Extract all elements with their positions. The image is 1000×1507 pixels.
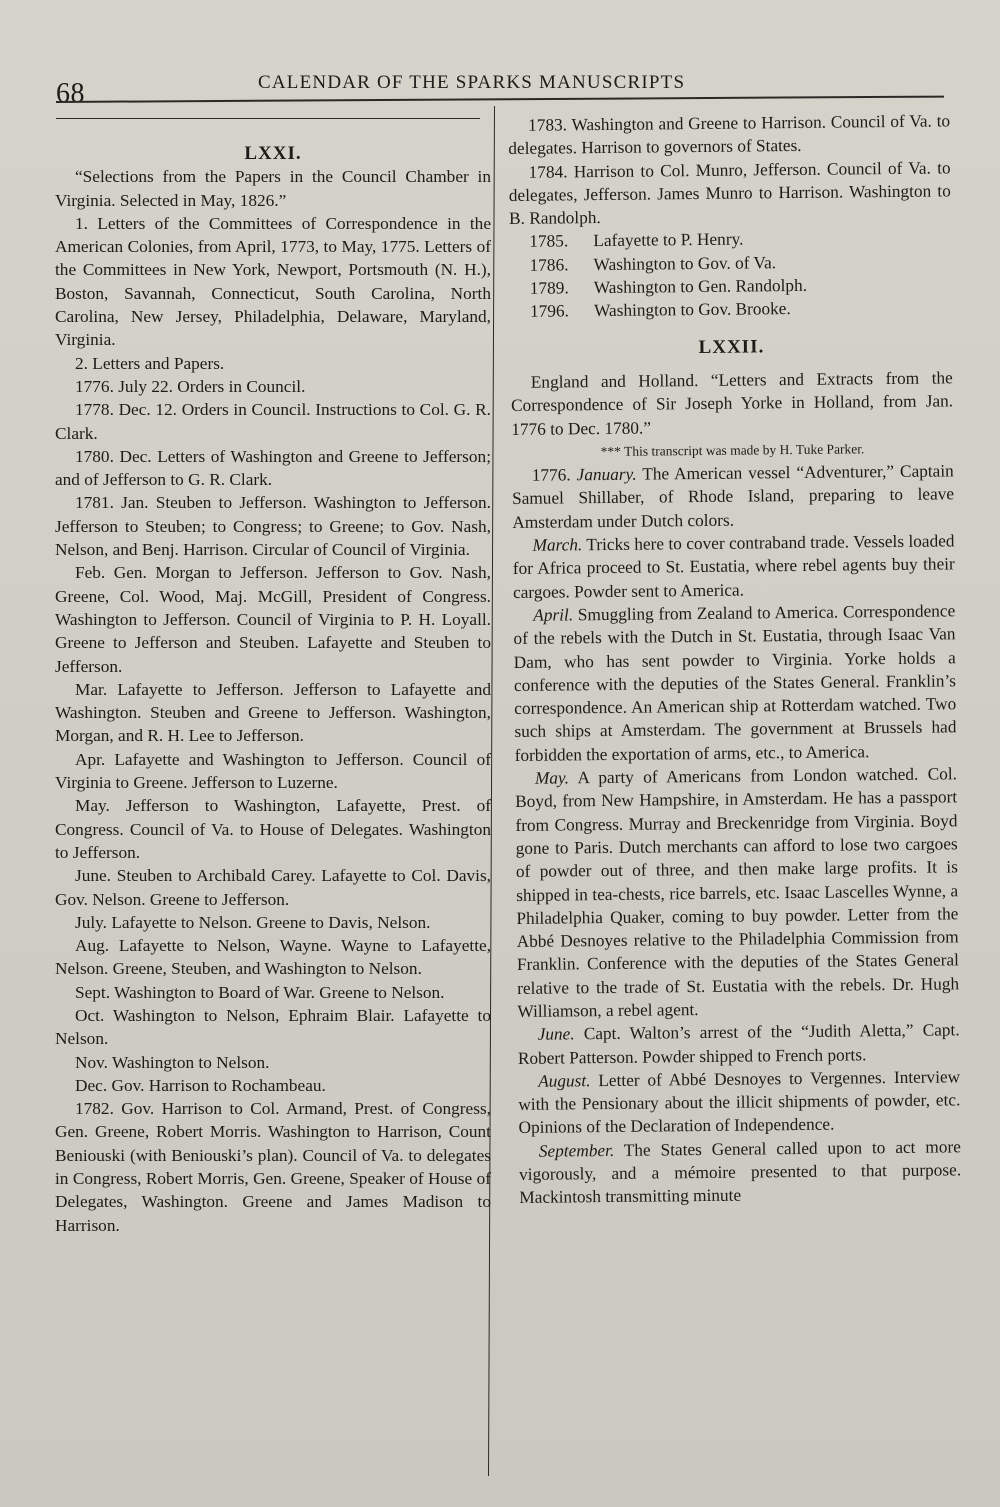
entry-text: Smuggling from Zealand to America. Correspondence of the rebels with the Dutch in St. Eustatia, through Isaac Van Dam, who has sent powder to Virginia. Yorke holds a conference with the deputies of the States General. Franklin’s correspondence. An American ship at Rotterdam watched. Two such ships at Amsterdam. The government at Brussels had forbidden the exportation of arms, etc., to America. bbox=[513, 601, 957, 765]
month-label: April. bbox=[533, 605, 574, 625]
entry-year: 1785. bbox=[529, 231, 569, 252]
entry-text: Capt. Walton’s arrest of the “Judith Aletta,” Capt. Robert Patterson. Powder shipped to French ports. bbox=[517, 1020, 960, 1068]
entry-text: The American vessel “Adventurer,” Captain Samuel Shillaber, of Rhode Island, preparing to leave Amsterdam under Dutch colors. bbox=[511, 461, 955, 532]
month-label: June. bbox=[537, 1024, 575, 1045]
month-label: August. bbox=[538, 1071, 591, 1091]
entry-1776: 1776. July 22. Orders in Council. bbox=[75, 376, 306, 396]
entry-text: Tricks here to cover contraband trade. Vessels loaded for Africa proceed to St. Eustatia, where rebel agents buy their cargoes. Powder sent to America. bbox=[512, 531, 955, 602]
entry-september bbox=[519, 1135, 962, 1210]
section-title-lxxii: LXXII. bbox=[698, 336, 765, 358]
entry-text: The States General called upon to act more vigorously, and a mémoire presented to that purpose. Mackintosh transmitting minute bbox=[519, 1137, 962, 1208]
entry-1782: 1782. Gov. Harrison to Col. Armand, Prest. of Congress, Gen. Greene, Robert Morris. Washington to Harrison, Count Beniouski (with Beniouski’s plan). Council of Va. to delegates in Congress, Robert Morris, Gen. Greene, Speaker of House of Delegates, Washington. Greene and James Madison to Harrison. bbox=[55, 1099, 491, 1235]
entry-august bbox=[518, 1065, 961, 1140]
entry-1781-nov: Nov. Washington to Nelson. bbox=[75, 1052, 270, 1072]
entry-1781-feb: Feb. Gen. Morgan to Jefferson. Jefferson to Gov. Nash, Greene, Col. Wood, Maj. McGill, President of Congress. Washington to Jefferson. Council of Virginia to P. H. Loyall. Greene to Jefferson and Steuben. Lafayette and Steuben to Jefferson. bbox=[55, 563, 491, 676]
entry-1781-aug: Aug. Lafayette to Nelson, Wayne. Wayne to Lafayette, Nelson. Greene, Steuben, and Washington to Nelson. bbox=[55, 936, 491, 979]
entry-1783: 1783. Washington and Greene to Harrison. Council of Va. to delegates. Harrison to governors of States. bbox=[508, 111, 951, 159]
entry-text: Lafayette to P. Henry. bbox=[593, 230, 744, 251]
entry-1778: 1778. Dec. 12. Orders in Council. Instructions to Col. G. R. Clark. bbox=[55, 400, 491, 443]
entry-year: 1786. bbox=[529, 255, 569, 275]
entry-year: 1776. bbox=[531, 465, 571, 485]
page-number: 68 bbox=[56, 78, 85, 109]
entry-1781-oct: Oct. Washington to Nelson, Ephraim Blair. Lafayette to Nelson. bbox=[55, 1005, 491, 1049]
entry-june bbox=[518, 1019, 960, 1070]
entry-text: Letter of Abbé Desnoyes to Vergennes. Interview with the Pensionary about the illicit shipments of powder, etc. Opinions of the Declaration of Independence. bbox=[518, 1067, 961, 1138]
running-head: CALENDAR OF THE SPARKS MANUSCRIPTS bbox=[258, 72, 686, 93]
section-intro: “Selections from the Papers in the Council Chamber in Virginia. Selected in May, 1826.” bbox=[55, 167, 491, 210]
entry-text: A party of Americans from London watched. Col. Boyd, from New Hampshire, in Amsterdam. He has a passport from Congress. Murray and Breckenridge from Virginia. Boyd gone to Paris. Dutch merchants can afford to lose two cargoes of powder out of three, and then make large profits. It is shipped in tea-chests, rice barrels, etc. Isaac Lascelles Wynne, a Philadelphia Quaker, coming to buy powder. Letter from the Abbé Desnoyes relative to the Philadelphia Commission from Franklin. Conference with the deputies of the States General relative to the trade of St. Eustatia with the rebels. Dr. Hugh Williamson, a rebel agent. bbox=[515, 764, 960, 1021]
entry-year: 1796. bbox=[529, 301, 570, 322]
entry-1780: 1780. Dec. Letters of Washington and Greene to Jefferson; and of Jefferson to G. R. Clark. bbox=[55, 446, 491, 490]
paragraph-1: 1. Letters of the Committees of Correspondence in the American Colonies, from April, 1773, to May, 1775. Letters of the Committees in New York, Newport, Portsmouth (N. H.), Boston, Savannah, Connecticut, South Carolina, North Carolina, New Jersey, Philadelphia, Delaware, Maryland, Virginia. bbox=[55, 213, 491, 350]
entry-text: Washington to Gov. Brooke. bbox=[593, 299, 791, 321]
entry-text: Washington to Gov. of Va. bbox=[593, 252, 777, 274]
transcript-note: *** This transcript was made by H. Tuke Parker. bbox=[600, 441, 865, 459]
entry-1781-may: May. Jefferson to Washington, Lafayette, Prest. of Congress. Council of Va. to House of Delegates. Washington to Jefferson. bbox=[55, 796, 491, 862]
entry-may bbox=[515, 762, 960, 1023]
paragraph-2: 2. Letters and Papers. bbox=[75, 353, 225, 373]
entry-march bbox=[512, 529, 955, 604]
month-label: January. bbox=[576, 464, 637, 485]
entry-1781-dec: Dec. Gov. Harrison to Rochambeau. bbox=[75, 1075, 326, 1095]
entry-1784: 1784. Harrison to Col. Munro, Jefferson. Council of Va. to delegates, Jefferson. James Munro to Harrison. Washington to B. Randolph. bbox=[508, 157, 951, 229]
entry-1781-apr: Apr. Lafayette and Washington to Jefferson. Council of Virginia to Greene. Jefferson to Luzerne. bbox=[55, 749, 491, 793]
month-label: September. bbox=[538, 1140, 615, 1161]
section-intro: England and Holland. “Letters and Extracts from the Correspondence of Sir Joseph Yorke in Holland, from Jan. 1776 to Dec. 1780.” bbox=[510, 368, 954, 439]
month-label: March. bbox=[532, 535, 583, 555]
entry-april bbox=[513, 599, 957, 767]
left-column bbox=[55, 142, 491, 1237]
entry-text: Washington to Gen. Randolph. bbox=[593, 275, 808, 298]
entry-1781-jan: 1781. Jan. Steuben to Jefferson. Washington to Jefferson. Jefferson to Steuben; to Congress; to Greene; to Gov. Nash, Nelson, and Benj. Harrison. Circular of Council of Virginia. bbox=[55, 493, 491, 560]
entry-1781-june: June. Steuben to Archibald Carey. Lafayette to Col. Davis, Gov. Nelson. Greene to Jefferson. bbox=[55, 866, 491, 909]
right-column bbox=[508, 109, 961, 1209]
entry-1781-july: July. Lafayette to Nelson. Greene to Davis, Nelson. bbox=[75, 912, 431, 932]
header-rule bbox=[56, 96, 944, 103]
entry-1781-mar: Mar. Lafayette to Jefferson. Jefferson to Lafayette and Washington. Steuben and Greene to Jefferson. Washington, Morgan, and R. H. Lee to Jefferson. bbox=[55, 679, 491, 746]
section-title-lxxi: LXXI. bbox=[244, 143, 302, 164]
entry-year: 1789. bbox=[529, 278, 569, 298]
left-column-rule bbox=[56, 118, 480, 119]
month-label: May. bbox=[534, 768, 570, 788]
entry-january bbox=[512, 460, 955, 535]
entry-1781-sept: Sept. Washington to Board of War. Greene to Nelson. bbox=[75, 982, 445, 1002]
entry-1796 bbox=[510, 296, 952, 324]
